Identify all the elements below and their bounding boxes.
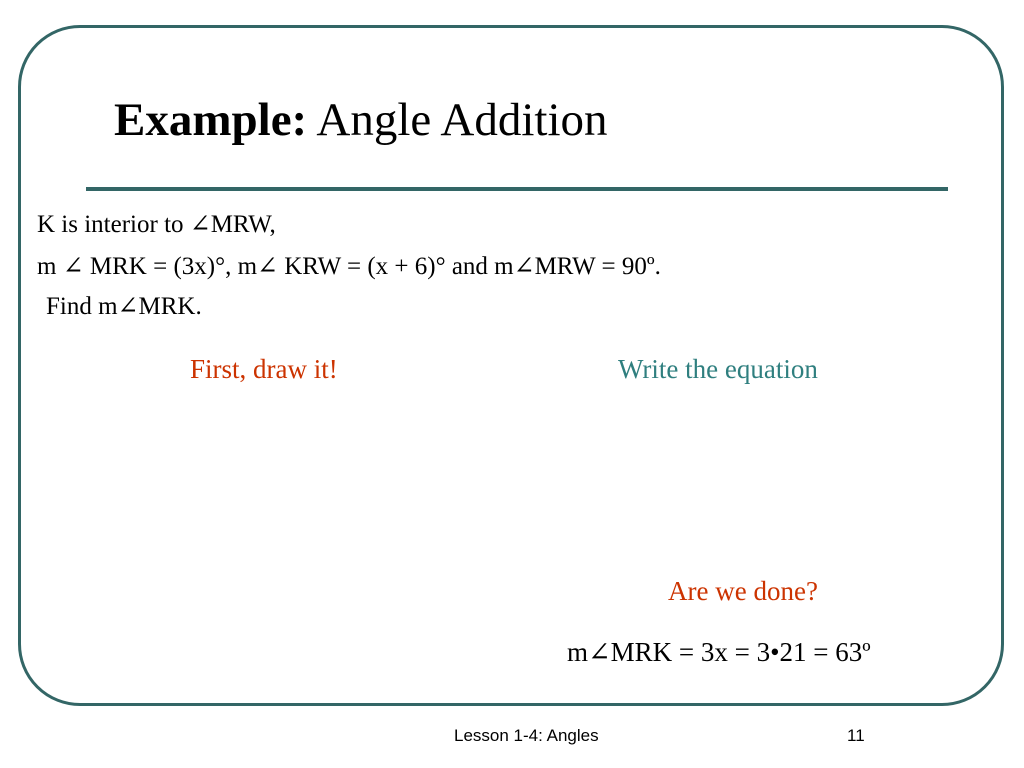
problem-line-2: m ∠ MRK = (3x)°, m∠ KRW = (x + 6)° and m∠MRW = 90º. [37,253,661,280]
slide-number: 11 [847,726,865,745]
title-text: Angle Addition [307,94,608,146]
draw-prompt: First, draw it! [190,354,338,384]
problem-line-3: Find m∠MRK. [46,293,202,320]
footer-lesson: Lesson 1-4: Angles [454,726,599,745]
problem-line-1: K is interior to ∠MRW, [37,211,276,238]
done-prompt: Are we done? [668,576,818,606]
title-bold-label: Example: [114,94,308,146]
equation-prompt: Write the equation [618,354,818,384]
title-divider [86,187,948,191]
slide-title [114,91,608,149]
answer-line: m∠MRK = 3x = 3•21 = 63º [567,637,871,667]
